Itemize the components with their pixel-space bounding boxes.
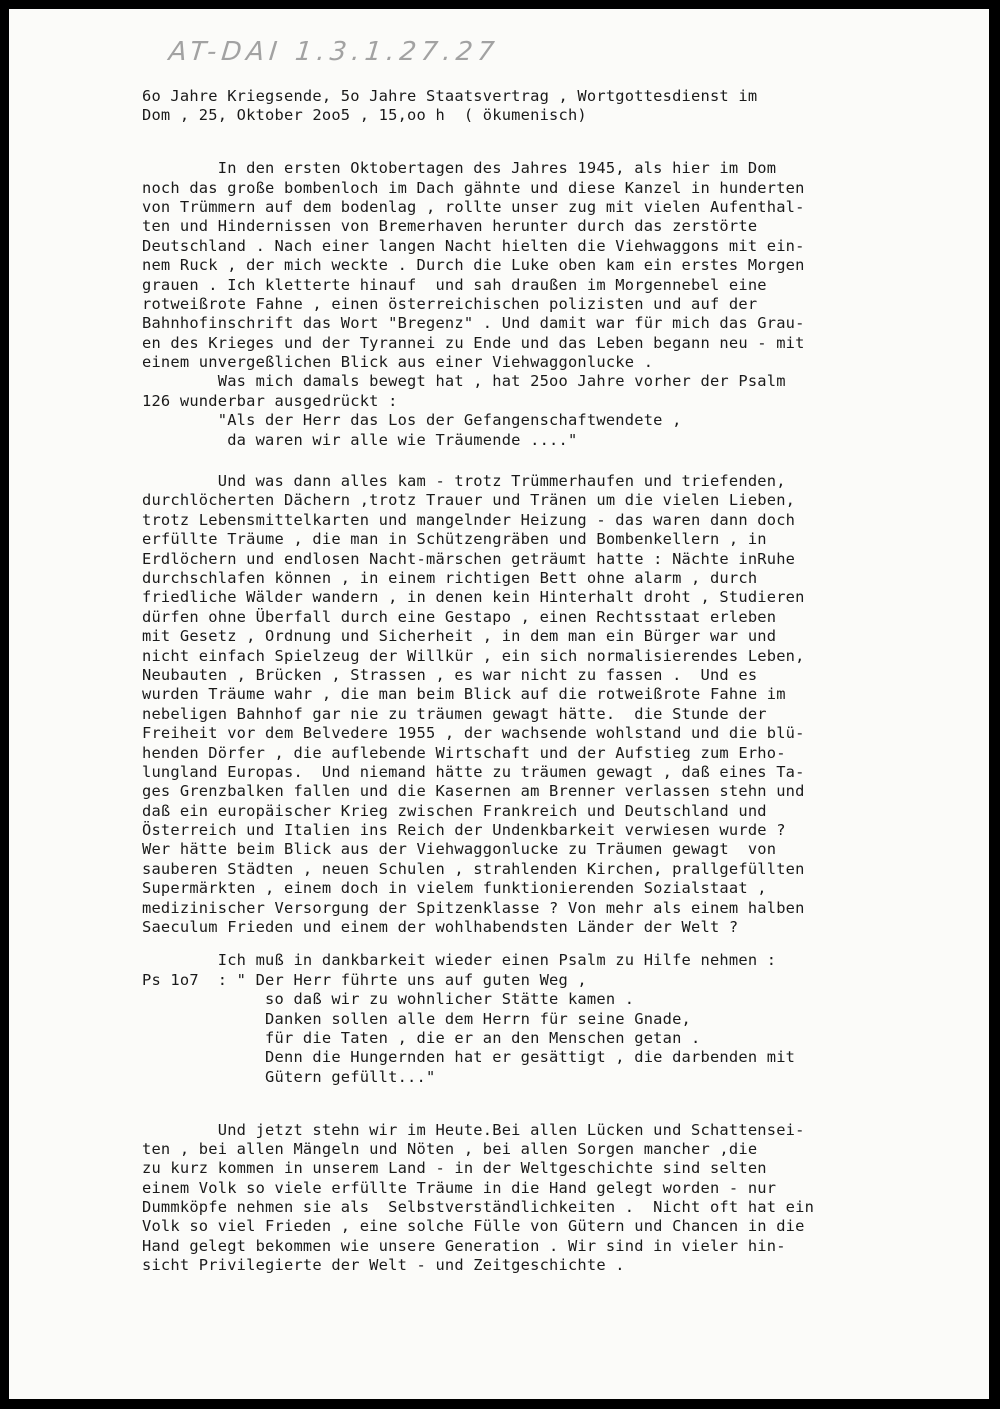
text-line: 126 wunderbar ausgedrückt : [142, 391, 398, 410]
text-line: trotz Lebensmittelkarten und mangelnder Heizung - das waren dann doch [142, 510, 796, 529]
text-line: von Trümmern auf dem bodenlag , rollte unser zug mit vielen Aufenthal- [142, 197, 805, 216]
spacer [142, 126, 972, 145]
text-line: lungland Europas. Und niemand hätte zu träumen gewagt , daß eines Ta- [142, 762, 805, 781]
text-line: einem Volk so viele erfüllte Träume in die Hand gelegt worden - nur [142, 1178, 777, 1197]
psalm-line: so daß wir zu wohnlicher Stätte kamen . [142, 990, 635, 1009]
text-line: Erdlöchern und endlosen Nacht-märschen geträumt hatte : Nächte inRuhe [142, 549, 796, 568]
text-line: zu kurz kommen in unserem Land - in der Weltgeschichte sind selten [142, 1159, 767, 1178]
spacer [142, 450, 972, 472]
spacer [142, 1087, 972, 1106]
text-line: Deutschland . Nach einer langen Nacht hielten die Viehwaggons mit ein- [142, 236, 805, 255]
paragraph-4 [142, 951, 972, 1087]
text-line: en des Krieges und der Tyrannei zu Ende und das Leben begann neu - mit [142, 333, 805, 352]
text-line: henden Dörfer , die auflebende Wirtschaft und der Aufstieg zum Erho- [142, 743, 786, 762]
text-line: Saeculum Frieden und einem der wohlhabendsten Länder der Welt ? [142, 918, 739, 937]
paragraph-5 [142, 1121, 972, 1276]
paragraph-1 [142, 159, 972, 372]
psalm-line: für die Taten , die er an den Menschen getan . [142, 1028, 701, 1047]
text-line: Österreich und Italien ins Reich der Undenkbarkeit verwiesen wurde ? [142, 821, 786, 840]
text-line: sicht Privilegierte der Welt - und Zeitgeschichte . [142, 1256, 625, 1275]
text-line: rotweißrote Fahne , einen österreichischen polizisten und auf der [142, 294, 758, 313]
text-line: In den ersten Oktobertagen des Jahres 1945, als hier im Dom [142, 159, 777, 178]
typewritten-text [142, 87, 972, 1276]
quote-line: da waren wir alle wie Träumende ...." [142, 430, 578, 449]
text-line: nem Ruck , der mich weckte . Durch die Luke oben kam ein erstes Morgen [142, 256, 805, 275]
text-line: Bahnhofinschrift das Wort "Bregenz" . Und damit war für mich das Grau- [142, 314, 805, 333]
text-line: dürfen ohne Überfall durch eine Gestapo , einen Rechtsstaat erleben [142, 607, 777, 626]
text-line: sauberen Städten , neuen Schulen , strahlenden Kirchen, prallgefüllten [142, 859, 805, 878]
text-line: ges Grenzbalken fallen und die Kasernen am Brenner verlassen stehn und [142, 782, 805, 801]
text-line: Ich muß in dankbarkeit wieder einen Psalm zu Hilfe nehmen : [142, 951, 777, 970]
text-line: Freiheit vor dem Belvedere 1955 , der wachsende wohlstand und die blü- [142, 724, 805, 743]
text-line: Wer hätte beim Blick aus der Viehwaggonlucke zu Träumen gewagt von [142, 840, 777, 859]
quote-line: "Als der Herr das Los der Gefangenschaftwendete , [142, 411, 682, 430]
text-line: ten , bei allen Mängeln und Nöten , bei allen Sorgen mancher ,die [142, 1139, 758, 1158]
text-line: einem unvergeßlichen Blick aus einer Viehwaggonlucke . [142, 353, 654, 372]
header-line: 6o Jahre Kriegsende, 5o Jahre Staatsvertrag , Wortgottesdienst im [142, 87, 758, 105]
text-line: grauen . Ich kletterte hinauf und sah draußen im Morgennebel eine [142, 275, 767, 294]
text-line: Neubauten , Brücken , Strassen , es war nicht zu fassen . Und es [142, 665, 758, 684]
psalm-line: Danken sollen alle dem Herrn für seine Gnade, [142, 1009, 692, 1028]
header-line: Dom , 25, Oktober 2oo5 , 15,oo h ( ökumenisch) [142, 106, 587, 125]
text-line: nicht einfach Spielzeug der Willkür , ein sich normalisierendes Leben, [142, 646, 805, 665]
text-line: Supermärkten , einem doch in vielem funktionierenden Sozialstaat , [142, 879, 767, 898]
text-line: erfüllte Träume , die man in Schützengräben und Bombenkellern , in [142, 530, 767, 549]
text-line: Und was dann alles kam - trotz Trümmerhaufen und triefenden, [142, 472, 786, 491]
spacer [142, 937, 972, 951]
text-line: durchschlafen können , in einem richtigen Bett ohne alarm , durch [142, 568, 758, 587]
text-line: durchlöcherten Dächern ,trotz Trauer und Tränen um die vielen Lieben, [142, 491, 796, 510]
psalm-line: Ps 1o7 : " Der Herr führte uns auf guten Weg , [142, 970, 587, 989]
text-line: friedliche Wälder wandern , in denen kein Hinterhalt droht , Studieren [142, 588, 805, 607]
text-line: Volk so viel Frieden , eine solche Fülle von Gütern und Chancen in die [142, 1217, 805, 1236]
text-line: Und jetzt stehn wir im Heute.Bei allen Lücken und Schattensei- [142, 1120, 805, 1139]
document-page [9, 9, 989, 1399]
psalm-line: Denn die Hungernden hat er gesättigt , die darbenden mit [142, 1048, 796, 1067]
text-line: ten und Hindernissen von Bremerhaven herunter durch das zerstörte [142, 217, 758, 236]
text-line: Hand gelegt bekommen wie unsere Generation . Wir sind in vieler hin- [142, 1236, 786, 1255]
header-block [142, 87, 972, 126]
text-line: nebeligen Bahnhof gar nie zu träumen gewagt hätte. die Stunde der [142, 704, 767, 723]
text-line: wurden Träume wahr , die man beim Blick auf die rotweißrote Fahne im [142, 685, 786, 704]
text-line: medizinischer Versorgung der Spitzenklasse ? Von mehr als einem halben [142, 898, 805, 917]
text-line: noch das große bombenloch im Dach gähnte und diese Kanzel in hunderten [142, 178, 805, 197]
spacer [142, 145, 972, 159]
spacer [142, 1107, 972, 1121]
psalm-line: Gütern gefüllt..." [142, 1067, 436, 1086]
text-line: mit Gesetz , Ordnung und Sicherheit , in dem man ein Bürger war und [142, 627, 777, 646]
text-line: Was mich damals bewegt hat , hat 25oo Jahre vorher der Psalm [142, 372, 786, 391]
paragraph-3 [142, 472, 972, 937]
archive-reference-handwritten: AT-DAI 1.3.1.27.27 [167, 37, 501, 67]
paragraph-2 [142, 372, 972, 450]
text-line: Dummköpfe nehmen sie als Selbstverständlichkeiten . Nicht oft hat ein [142, 1198, 815, 1217]
text-line: daß ein europäischer Krieg zwischen Frankreich und Deutschland und [142, 801, 767, 820]
